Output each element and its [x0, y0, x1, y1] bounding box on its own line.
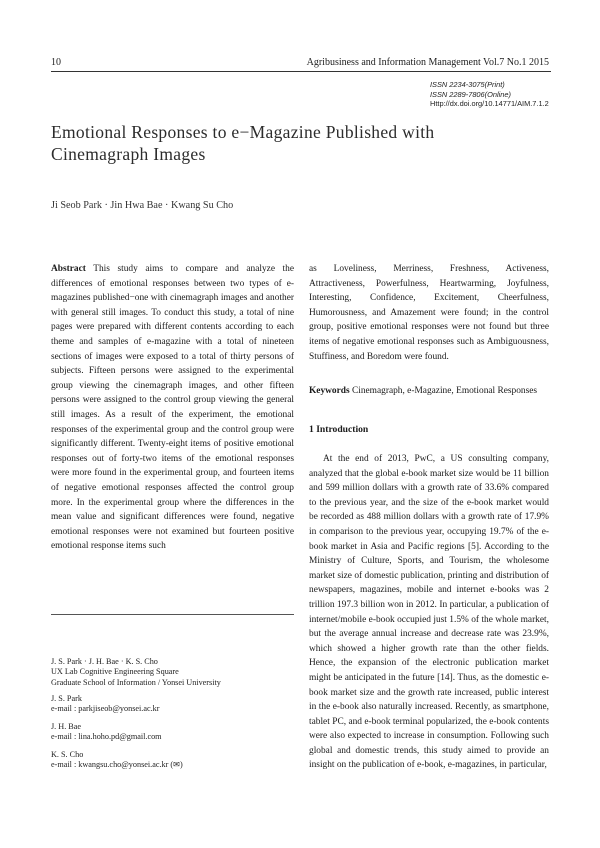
doi-link[interactable]: Http://dx.doi.org/10.14771/AIM.7.1.2: [430, 99, 549, 108]
contact-name: K. S. Cho: [51, 750, 84, 759]
header-rule: [51, 71, 551, 72]
contact-park: [51, 694, 159, 715]
section-heading: 1 Introduction: [309, 424, 369, 435]
abstract-continued-text: as Loveliness, Merriness, Freshness, Activeness, Attractiveness, Powerfulness, Heartwarming, Joyfulness, Interesting, Confidence, Excitement, Cheerfulness, Humorousness, and Amazement were found; in the control group, positive emotional responses were not found but three items of negative emotional responses such as Ambiguousness, Stuffiness, and Boredom were found.: [309, 264, 549, 362]
contact-cho: [51, 750, 183, 771]
title-line-2: Cinemagraph Images: [51, 144, 206, 164]
running-header: Agribusiness and Information Management Vol.7 No.1 2015: [306, 57, 549, 68]
author-list: Ji Seob Park · Jin Hwa Bae · Kwang Su Cho: [51, 200, 234, 211]
contact-email[interactable]: e-mail : lina.hoho.pd@gmail.com: [51, 732, 162, 742]
introduction: [309, 452, 549, 773]
introduction-text: At the end of 2013, PwC, a US consulting company, analyzed that the global e-book market size would be 11 billion and 599 million dollars with a growth rate of 33.6% compared to the previous year, and the size of the e-book market would be recorded as 488 million dollars with a growth rate of 17.9% in comparison to the previous year, occupying 19.7% of the e-book market in Asia and Pacific regions [5]. According to the Ministry of Culture, Sports, and Tourism, the wholesome market size of domestic publication, printing and distribution of newspapers, magazines, mobile and internet e-books was 2 trillion 197.3 billion won in 2012. In particular, a publication of internet/mobile e-book occupied just 1.5% of the whole market, but the average annual increase and decrease rate was 23.9%, which showed a higher growth rate than the other fields. Hence, the expansion of the electronic publication market might be anticipated in the future [14]. Thus, as the domestic e-book market size and the growth rate increased, public interest in the e-book also naturally increased. Recently, as smartphone, tablet PC, and e-book terminal popularized, the e-book contents were also expected to increase in consumption. Following such global and domestic trends, this study aimed to provide an insight on the publication of e-book, e-magazines, in particular,: [309, 454, 549, 771]
keywords-label: Keywords: [309, 386, 350, 396]
page-number: 10: [51, 57, 61, 68]
keywords-text: Cinemagraph, e-Magazine, Emotional Responses: [349, 386, 538, 396]
footnote-rule: [51, 614, 294, 615]
abstract-text: This study aims to compare and analyze the differences of emotional responses between two types of e-magazines published−one with cinemagraph images and another with general still images. To conduct this study, a total of nine pages were prepared with different contents according to each theme and samples of e-magazine with a total of nineteen sections of images were exposed to a total of thirty persons of subjects. Fifteen persons were assigned to the experimental group viewing the cinemagraph images, and other fifteen persons were assigned to the control group viewing the general still images. As a result of the experiment, the emotional responses of the experimental group and the control group were significantly different. Twenty-eight items of positive emotional responses out of forty-two items of the emotional responses were more found in the experimental group, and fourteen items of negative emotional responses affected the control group more. In the experimental group where the differences in the mean value and significant differences were found, negative emotional responses were not examined but fourteen positive emotional response items such: [51, 264, 294, 552]
title-line-1: Emotional Responses to e−Magazine Published with: [51, 122, 435, 142]
abstract-label: Abstract: [51, 264, 86, 274]
keywords: [309, 384, 549, 399]
contact-name: J. H. Bae: [51, 722, 82, 731]
contact-bae: [51, 722, 162, 743]
affiliation-school: Graduate School of Information / Yonsei University: [51, 677, 221, 687]
contact-email[interactable]: e-mail : kwangsu.cho@yonsei.ac.kr (✉): [51, 760, 183, 770]
affiliation-names: J. S. Park · J. H. Bae · K. S. Cho: [51, 657, 158, 666]
abstract-continued: [309, 262, 549, 364]
issn-online: ISSN 2289-7806(Online): [430, 89, 511, 99]
contact-name: J. S. Park: [51, 694, 82, 703]
issn-print: ISSN 2234-3075(Print): [430, 80, 505, 89]
paper-title: [51, 121, 571, 165]
affiliation-lab: UX Lab Cognitive Engineering Square: [51, 667, 179, 677]
contact-email[interactable]: e-mail : parkjiseob@yonsei.ac.kr: [51, 704, 160, 714]
affiliation-block: [51, 657, 221, 688]
abstract: [51, 262, 294, 554]
